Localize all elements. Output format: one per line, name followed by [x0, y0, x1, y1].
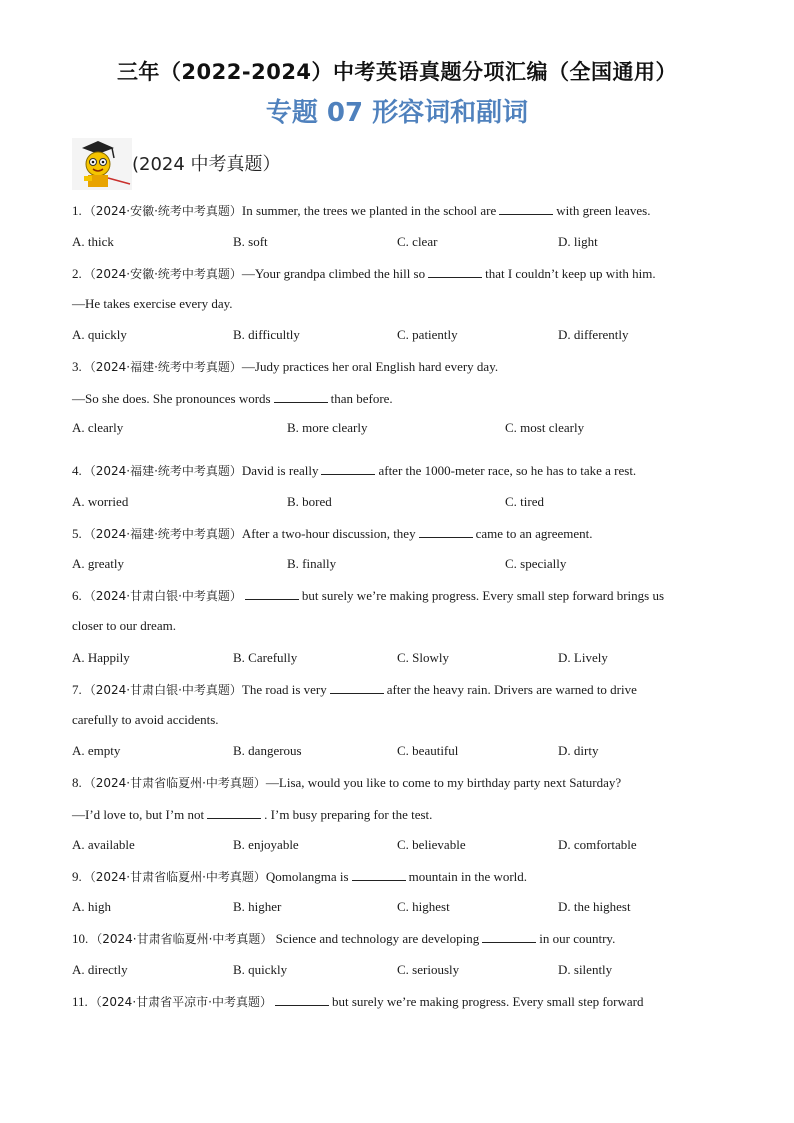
- question-2-line-2: —He takes exercise every day.: [72, 296, 233, 311]
- document-subtitle: 专题 07 形容词和副词: [265, 98, 529, 128]
- option-c: C. beautiful: [397, 743, 459, 758]
- question-text: David is really: [241, 463, 319, 478]
- answer-blank: [207, 806, 261, 819]
- option-b: B. Carefully: [233, 650, 298, 665]
- question-text: The road is very: [241, 682, 327, 697]
- option-c: C. tired: [505, 494, 544, 509]
- question-text: Science and technology are developing: [272, 931, 480, 946]
- question-number: 10.: [72, 931, 89, 946]
- question-source: （2024·安徽·统考中考真题）: [83, 204, 242, 218]
- option-c: C. Slowly: [397, 650, 450, 665]
- question-7-line-2: carefully to avoid accidents.: [72, 712, 219, 727]
- option-b: B. more clearly: [287, 420, 368, 435]
- option-a: A. clearly: [72, 420, 124, 435]
- question-text: that I couldn’t keep up with him.: [485, 266, 656, 281]
- question-source: （2024·甘肃省临夏州·中考真题）: [90, 932, 273, 946]
- question-7-stem: [72, 681, 637, 698]
- question-5-stem: [72, 525, 593, 542]
- question-3-line-2: [72, 390, 393, 407]
- question-text: in our country.: [539, 931, 616, 946]
- answer-blank: [499, 202, 553, 215]
- question-text: In summer, the trees we planted in the school are: [241, 203, 497, 218]
- question-10-stem: [72, 930, 615, 947]
- option-c: C. patiently: [397, 327, 458, 342]
- option-b: B. quickly: [233, 962, 288, 977]
- section-header: [72, 138, 472, 190]
- question-source: （2024·福建·统考中考真题）: [83, 360, 242, 374]
- question-source: （2024·福建·统考中考真题）: [83, 527, 242, 541]
- option-c: C. seriously: [397, 962, 460, 977]
- option-b: B. bored: [287, 494, 332, 509]
- option-a: A. thick: [72, 234, 114, 249]
- question-text: —Lisa, would you like to come to my birthday party next Saturday?: [265, 775, 622, 790]
- answer-blank: [330, 681, 384, 694]
- option-a: A. available: [72, 837, 135, 852]
- question-3-stem: [72, 358, 498, 375]
- document-title: 三年（2022-2024）中考英语真题分项汇编（全国通用）: [116, 60, 678, 84]
- option-c: C. clear: [397, 234, 438, 249]
- question-11-stem: [72, 993, 644, 1010]
- question-source: （2024·甘肃白银·中考真题）: [83, 589, 242, 603]
- option-c: C. specially: [505, 556, 567, 571]
- question-text: with green leaves.: [556, 203, 651, 218]
- question-source: （2024·安徽·统考中考真题）: [83, 267, 242, 281]
- question-1-stem: [72, 202, 650, 219]
- option-d: D. the highest: [558, 899, 631, 914]
- question-2-stem: [72, 265, 656, 282]
- question-4-stem: [72, 462, 636, 479]
- question-text: Qomolangma is: [265, 869, 349, 884]
- option-a: A. empty: [72, 743, 121, 758]
- question-8-line-2: [72, 806, 432, 823]
- option-d: D. differently: [558, 327, 629, 342]
- option-d: D. dirty: [558, 743, 599, 758]
- question-source: （2024·福建·统考中考真题）: [83, 464, 242, 478]
- question-text: but surely we’re making progress. Every small step forward: [331, 994, 644, 1009]
- answer-blank: [482, 930, 536, 943]
- answer-blank: [274, 390, 328, 403]
- option-a: A. directly: [72, 962, 128, 977]
- option-a: A. high: [72, 899, 111, 914]
- option-a: A. greatly: [72, 556, 124, 571]
- option-b: B. dangerous: [233, 743, 302, 758]
- option-d: D. light: [558, 234, 598, 249]
- option-b: B. soft: [233, 234, 268, 249]
- option-d: D. silently: [558, 962, 613, 977]
- question-text: after the heavy rain. Drivers are warned to drive: [386, 682, 637, 697]
- question-text: —I’d love to, but I’m not: [72, 807, 205, 822]
- graduate-mascot-icon: [72, 138, 132, 190]
- question-6-stem: [72, 587, 664, 604]
- answer-blank: [428, 265, 482, 278]
- option-b: B. difficultly: [233, 327, 300, 342]
- question-text: After a two-hour discussion, they: [241, 526, 416, 541]
- section-label: (2024 中考真题）: [132, 154, 281, 175]
- option-d: D. comfortable: [558, 837, 637, 852]
- question-source: （2024·甘肃省临夏州·中考真题）: [83, 776, 266, 790]
- question-source: （2024·甘肃白银·中考真题）: [83, 683, 242, 697]
- question-number: 5.: [72, 526, 82, 541]
- option-c: C. highest: [397, 899, 450, 914]
- question-text: than before.: [330, 391, 393, 406]
- question-number: 3.: [72, 359, 82, 374]
- question-number: 4.: [72, 463, 82, 478]
- question-number: 8.: [72, 775, 82, 790]
- option-a: A. quickly: [72, 327, 127, 342]
- question-number: 1.: [72, 203, 82, 218]
- question-number: 11.: [72, 994, 88, 1009]
- question-9-stem: [72, 868, 527, 885]
- answer-blank: [245, 587, 299, 600]
- question-text: after the 1000-meter race, so he has to take a rest.: [378, 463, 637, 478]
- question-text: . I’m busy preparing for the test.: [264, 807, 433, 822]
- option-c: C. most clearly: [505, 420, 585, 435]
- question-source: （2024·甘肃省临夏州·中考真题）: [83, 870, 266, 884]
- option-b: B. finally: [287, 556, 337, 571]
- question-8-stem: [72, 774, 621, 791]
- option-b: B. higher: [233, 899, 282, 914]
- question-text: but surely we’re making progress. Every small step forward brings us: [301, 588, 665, 603]
- question-6-line-2: closer to our dream.: [72, 618, 176, 633]
- answer-blank: [352, 868, 406, 881]
- option-c: C. believable: [397, 837, 466, 852]
- question-text: —So she does. She pronounces words: [72, 391, 271, 406]
- question-number: 7.: [72, 682, 82, 697]
- question-text: —Your grandpa climbed the hill so: [241, 266, 426, 281]
- option-a: A. Happily: [72, 650, 130, 665]
- question-text: mountain in the world.: [408, 869, 528, 884]
- question-number: 6.: [72, 588, 82, 603]
- option-d: D. Lively: [558, 650, 608, 665]
- answer-blank: [419, 525, 473, 538]
- question-number: 2.: [72, 266, 82, 281]
- question-source: （2024·甘肃省平凉市·中考真题）: [89, 995, 272, 1009]
- option-a: A. worried: [72, 494, 129, 509]
- question-text: —Judy practices her oral English hard every day.: [241, 359, 499, 374]
- option-b: B. enjoyable: [233, 837, 299, 852]
- answer-blank: [321, 462, 375, 475]
- question-number: 9.: [72, 869, 82, 884]
- answer-blank: [275, 993, 329, 1006]
- question-text: came to an agreement.: [475, 526, 593, 541]
